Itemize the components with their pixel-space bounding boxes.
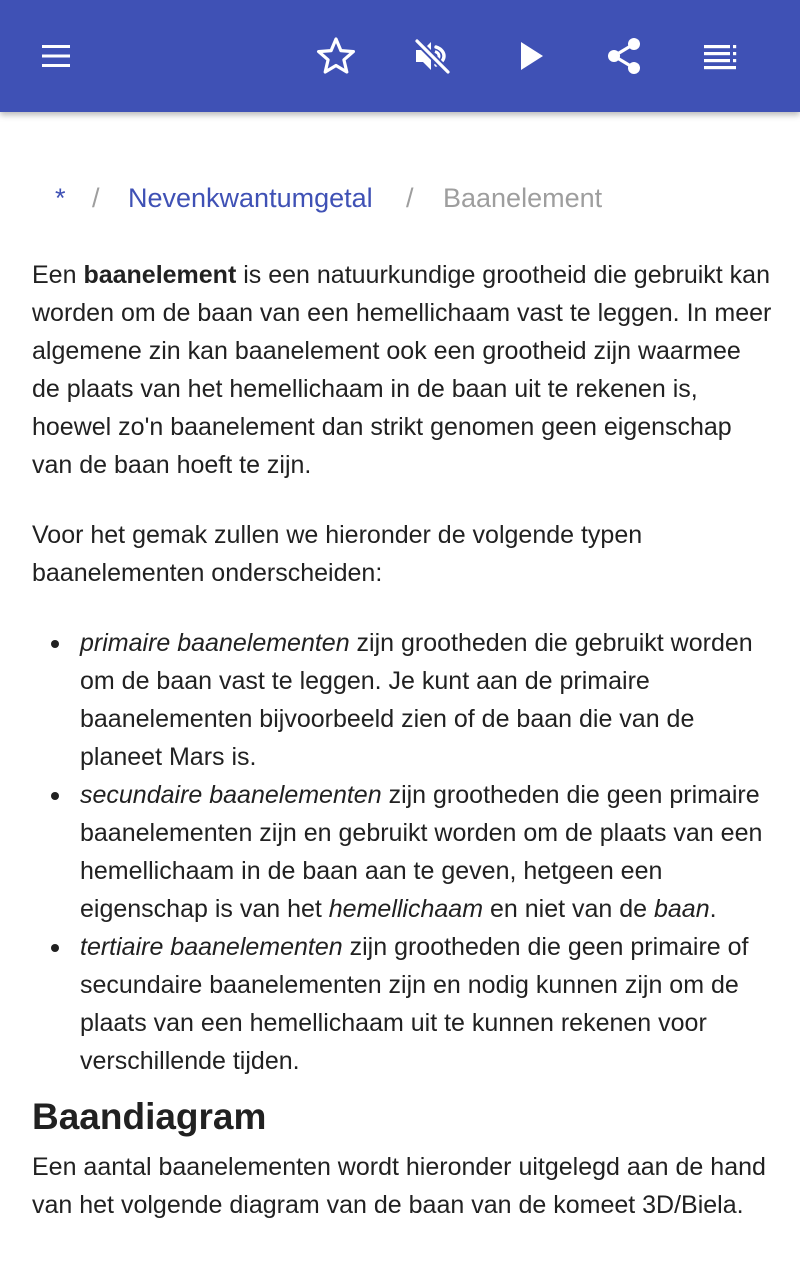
menu-icon[interactable] [32, 32, 80, 80]
types-list [32, 624, 772, 1080]
volume-off-icon[interactable] [408, 32, 456, 80]
app-bar [0, 0, 800, 112]
list-item-emphasis: baan [654, 895, 710, 923]
bullet-icon [51, 792, 59, 800]
share-icon[interactable] [600, 32, 648, 80]
playlist-icon[interactable] [696, 32, 744, 80]
breadcrumb [0, 178, 800, 218]
list-item-text: zijn grootheden die gebruikt worden om de baan vast te leggen. Je kunt aan de primaire baanelementen bijvoorbeeld zien of de baan die van de planeet Mars is. [80, 629, 753, 771]
list-item-term: primaire baanelementen [80, 629, 350, 657]
list-item-text: zijn grootheden die geen primaire of secundaire baanelementen zijn en nodig kunnen zijn om de plaats van een hemellichaam uit te kunnen rekenen voor verschillende tijden. [80, 933, 749, 1075]
list-item-text: en niet van de [483, 895, 654, 923]
list-item-text: zijn grootheden die geen primaire baanelementen zijn en gebruikt worden om de plaats van een hemellichaam in de baan aan te geven, hetgeen een eigenschap is van het [80, 781, 763, 923]
list-item-emphasis: hemellichaam [328, 895, 484, 923]
diagram-paragraph: Een aantal baanelementen wordt hieronder uitgelegd aan de hand van het volgende diagram van de baan van de komeet 3D/Biela. [32, 1153, 766, 1219]
breadcrumb-separator: / [92, 183, 100, 213]
bullet-icon [51, 640, 59, 648]
list-item-term: tertiaire baanelementen [80, 933, 343, 961]
section-heading: Baandiagram [32, 1096, 267, 1137]
types-paragraph: Voor het gemak zullen we hieronder de volgende typen baanelementen onderscheiden: [32, 521, 643, 587]
article-content [32, 256, 772, 1224]
intro-term: baanelement [83, 261, 237, 289]
star-icon[interactable] [312, 32, 360, 80]
intro-text: is een natuurkundige grootheid die gebruikt kan worden om de baan van een hemellichaam vast te leggen. In meer algemene zin kan baanelement ook een grootheid zijn waarmee de plaats van het hemellichaam in de baan uit te rekenen is, hoewel zo'n baanelement dan strikt genomen geen eigenschap van de baan hoeft te zijn. [32, 261, 772, 479]
intro-text: Een [32, 261, 84, 289]
bullet-icon [51, 944, 59, 952]
breadcrumb-separator: / [406, 183, 414, 213]
breadcrumb-parent-link[interactable]: Nevenkwantumgetal [128, 183, 373, 213]
list-item [80, 776, 772, 928]
list-item-term: secundaire baanelementen [80, 781, 382, 809]
breadcrumb-current: Baanelement [443, 183, 603, 213]
intro-paragraph [32, 256, 772, 484]
list-item [80, 624, 772, 776]
breadcrumb-home-link[interactable]: * [55, 183, 66, 213]
list-item [80, 928, 772, 1080]
play-icon[interactable] [506, 32, 554, 80]
list-item-text: . [709, 895, 717, 923]
